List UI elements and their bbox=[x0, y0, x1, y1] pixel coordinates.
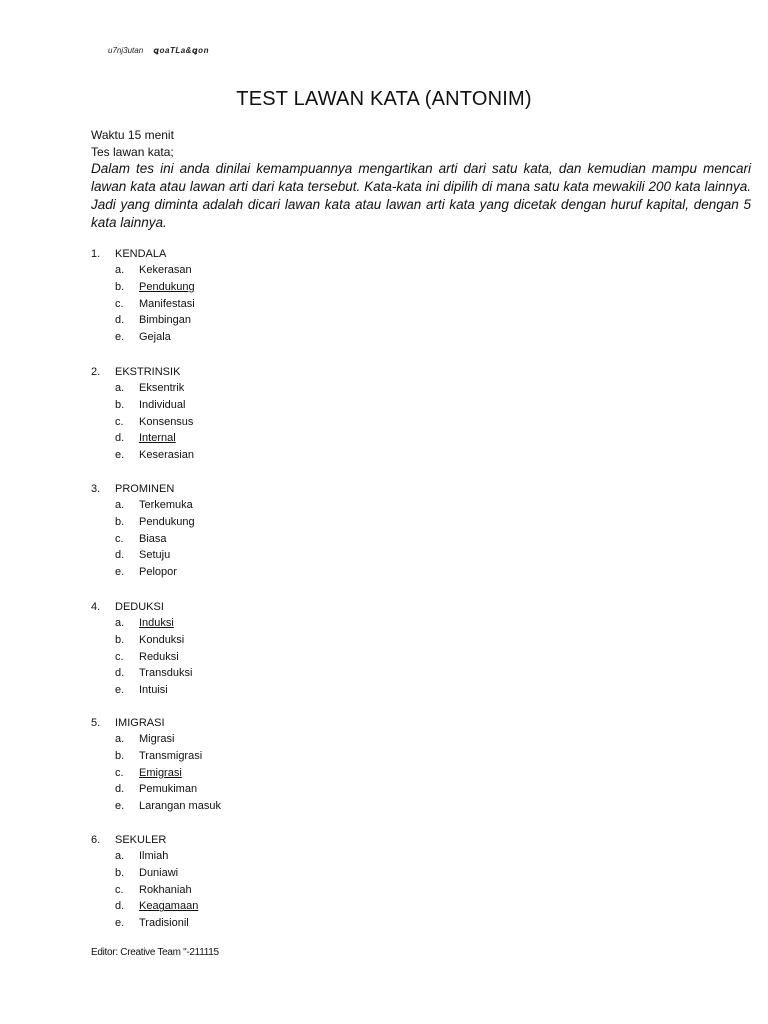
option-b bbox=[91, 632, 391, 649]
option-letter: e. bbox=[115, 684, 125, 697]
option-text: Transmigrasi bbox=[139, 749, 203, 762]
option-letter: d. bbox=[115, 314, 125, 327]
option-d bbox=[91, 665, 391, 682]
option-text: Manifestasi bbox=[139, 297, 195, 310]
option-a bbox=[91, 380, 391, 397]
option-letter: d. bbox=[115, 549, 125, 562]
option-text: Pendukung bbox=[139, 515, 195, 528]
option-text: Transduksi bbox=[139, 667, 193, 680]
option-text-answer: Induksi bbox=[139, 617, 174, 629]
question-head bbox=[91, 832, 391, 848]
option-text-answer: Emigrasi bbox=[139, 766, 182, 779]
editor-footer: Editor: Creative Team "-211115 bbox=[91, 947, 219, 958]
option-d bbox=[91, 781, 391, 798]
option-text: Duniawi bbox=[139, 866, 179, 879]
option-letter: b. bbox=[115, 866, 125, 879]
option-letter: a. bbox=[115, 499, 125, 511]
option-text: Konsensus bbox=[139, 415, 194, 428]
option-letter: b. bbox=[115, 398, 125, 411]
test-subtitle: Tes lawan kata; bbox=[91, 145, 174, 159]
duration-text: Waktu 15 menit bbox=[91, 128, 174, 142]
option-text: Individual bbox=[139, 398, 186, 411]
option-text-answer: Internal bbox=[139, 432, 176, 445]
option-b bbox=[91, 397, 391, 414]
question-number: 5. bbox=[91, 717, 101, 729]
option-letter: b. bbox=[115, 749, 125, 762]
question-4 bbox=[91, 599, 391, 699]
option-c bbox=[91, 882, 391, 899]
option-b bbox=[91, 865, 391, 882]
option-letter: e. bbox=[115, 331, 125, 344]
option-text: Rokhaniah bbox=[139, 883, 192, 896]
question-number: 4. bbox=[91, 601, 101, 613]
option-text: Setuju bbox=[139, 549, 171, 562]
option-letter: c. bbox=[115, 766, 124, 779]
option-text: Konduksi bbox=[139, 633, 185, 646]
option-text: Pelopor bbox=[139, 566, 177, 579]
question-head bbox=[91, 364, 391, 380]
option-b bbox=[91, 514, 391, 531]
question-head bbox=[91, 481, 391, 497]
option-text: Bimbingan bbox=[139, 314, 191, 327]
option-d bbox=[91, 898, 391, 915]
option-text: Larangan masuk bbox=[139, 800, 221, 813]
question-head bbox=[91, 715, 391, 731]
question-3 bbox=[91, 481, 391, 581]
question-number: 6. bbox=[91, 834, 101, 846]
question-head bbox=[91, 599, 391, 615]
option-letter: e. bbox=[115, 449, 125, 462]
option-letter: c. bbox=[115, 415, 124, 428]
question-6 bbox=[91, 832, 391, 932]
option-letter: a. bbox=[115, 617, 125, 629]
option-c bbox=[91, 414, 391, 431]
question-number: 1. bbox=[91, 248, 101, 260]
option-letter: c. bbox=[115, 650, 124, 663]
option-e bbox=[91, 798, 391, 815]
question-number: 2. bbox=[91, 366, 101, 378]
option-letter: e. bbox=[115, 917, 125, 930]
question-5 bbox=[91, 715, 391, 815]
option-text: Tradisionil bbox=[139, 917, 189, 930]
option-c bbox=[91, 649, 391, 666]
option-letter: c. bbox=[115, 883, 124, 896]
option-letter: d. bbox=[115, 432, 125, 445]
option-e bbox=[91, 682, 391, 699]
header-mark-left: u7nj3utan bbox=[108, 46, 144, 55]
option-letter: c. bbox=[115, 297, 124, 310]
option-letter: e. bbox=[115, 800, 125, 813]
option-text: Eksentrik bbox=[139, 382, 185, 394]
option-text: Keserasian bbox=[139, 449, 195, 462]
option-text: Gejala bbox=[139, 331, 171, 344]
question-word: IMIGRASI bbox=[115, 717, 165, 729]
option-letter: a. bbox=[115, 733, 125, 745]
option-letter: b. bbox=[115, 515, 125, 528]
question-word: EKSTRINSIK bbox=[115, 366, 181, 378]
option-letter: a. bbox=[115, 382, 125, 394]
option-text: Ilmiah bbox=[139, 850, 169, 862]
question-word: DEDUKSI bbox=[115, 601, 164, 613]
option-a bbox=[91, 262, 391, 279]
option-letter: d. bbox=[115, 783, 125, 796]
option-c bbox=[91, 531, 391, 548]
question-2 bbox=[91, 364, 391, 464]
header-mark bbox=[108, 46, 209, 55]
option-d bbox=[91, 312, 391, 329]
option-e bbox=[91, 915, 391, 932]
option-d bbox=[91, 547, 391, 564]
option-text: Intuisi bbox=[139, 684, 168, 697]
option-letter: a. bbox=[115, 264, 125, 276]
option-text: Reduksi bbox=[139, 650, 179, 663]
header-mark-right: ꝗoaTLa&ꝗon bbox=[153, 46, 209, 55]
option-d bbox=[91, 430, 391, 447]
option-letter: e. bbox=[115, 566, 125, 579]
option-e bbox=[91, 447, 391, 464]
question-word: PROMINEN bbox=[115, 483, 175, 495]
option-text-answer: Keagamaan bbox=[139, 900, 199, 913]
question-1 bbox=[91, 246, 391, 346]
option-text: Migrasi bbox=[139, 733, 175, 745]
option-a bbox=[91, 848, 391, 865]
option-b bbox=[91, 748, 391, 765]
option-letter: c. bbox=[115, 532, 124, 545]
option-text-answer: Pendukung bbox=[139, 280, 195, 293]
question-word: KENDALA bbox=[115, 248, 167, 260]
option-text: Terkemuka bbox=[139, 499, 193, 511]
option-letter: b. bbox=[115, 633, 125, 646]
question-head bbox=[91, 246, 391, 262]
question-number: 3. bbox=[91, 483, 101, 495]
instructions-paragraph: Dalam tes ini anda dinilai kemampuannya mengartikan arti dari satu kata, dan kemudian mampu mencari lawan kata atau lawan arti dari kata tersebut. Kata-kata ini dipilih di mana satu kata mewakili 200 kata lainnya. Jadi yang diminta adalah dicari lawan kata atau lawan arti kata yang dicetak dengan huruf kapital, dengan 5 kata lainnya. bbox=[91, 161, 751, 230]
option-text: Pemukiman bbox=[139, 783, 198, 796]
option-a bbox=[91, 731, 391, 748]
option-a bbox=[91, 497, 391, 514]
page-title: TEST LAWAN KATA (ANTONIM) bbox=[236, 88, 532, 110]
option-a bbox=[91, 615, 391, 632]
option-letter: b. bbox=[115, 280, 125, 293]
option-text: Biasa bbox=[139, 532, 167, 545]
option-c bbox=[91, 296, 391, 313]
option-e bbox=[91, 329, 391, 346]
option-b bbox=[91, 279, 391, 296]
option-c bbox=[91, 765, 391, 782]
option-letter: d. bbox=[115, 667, 125, 680]
question-word: SEKULER bbox=[115, 834, 167, 846]
option-e bbox=[91, 564, 391, 581]
option-letter: a. bbox=[115, 850, 125, 862]
option-letter: d. bbox=[115, 900, 125, 913]
option-text: Kekerasan bbox=[139, 264, 192, 276]
